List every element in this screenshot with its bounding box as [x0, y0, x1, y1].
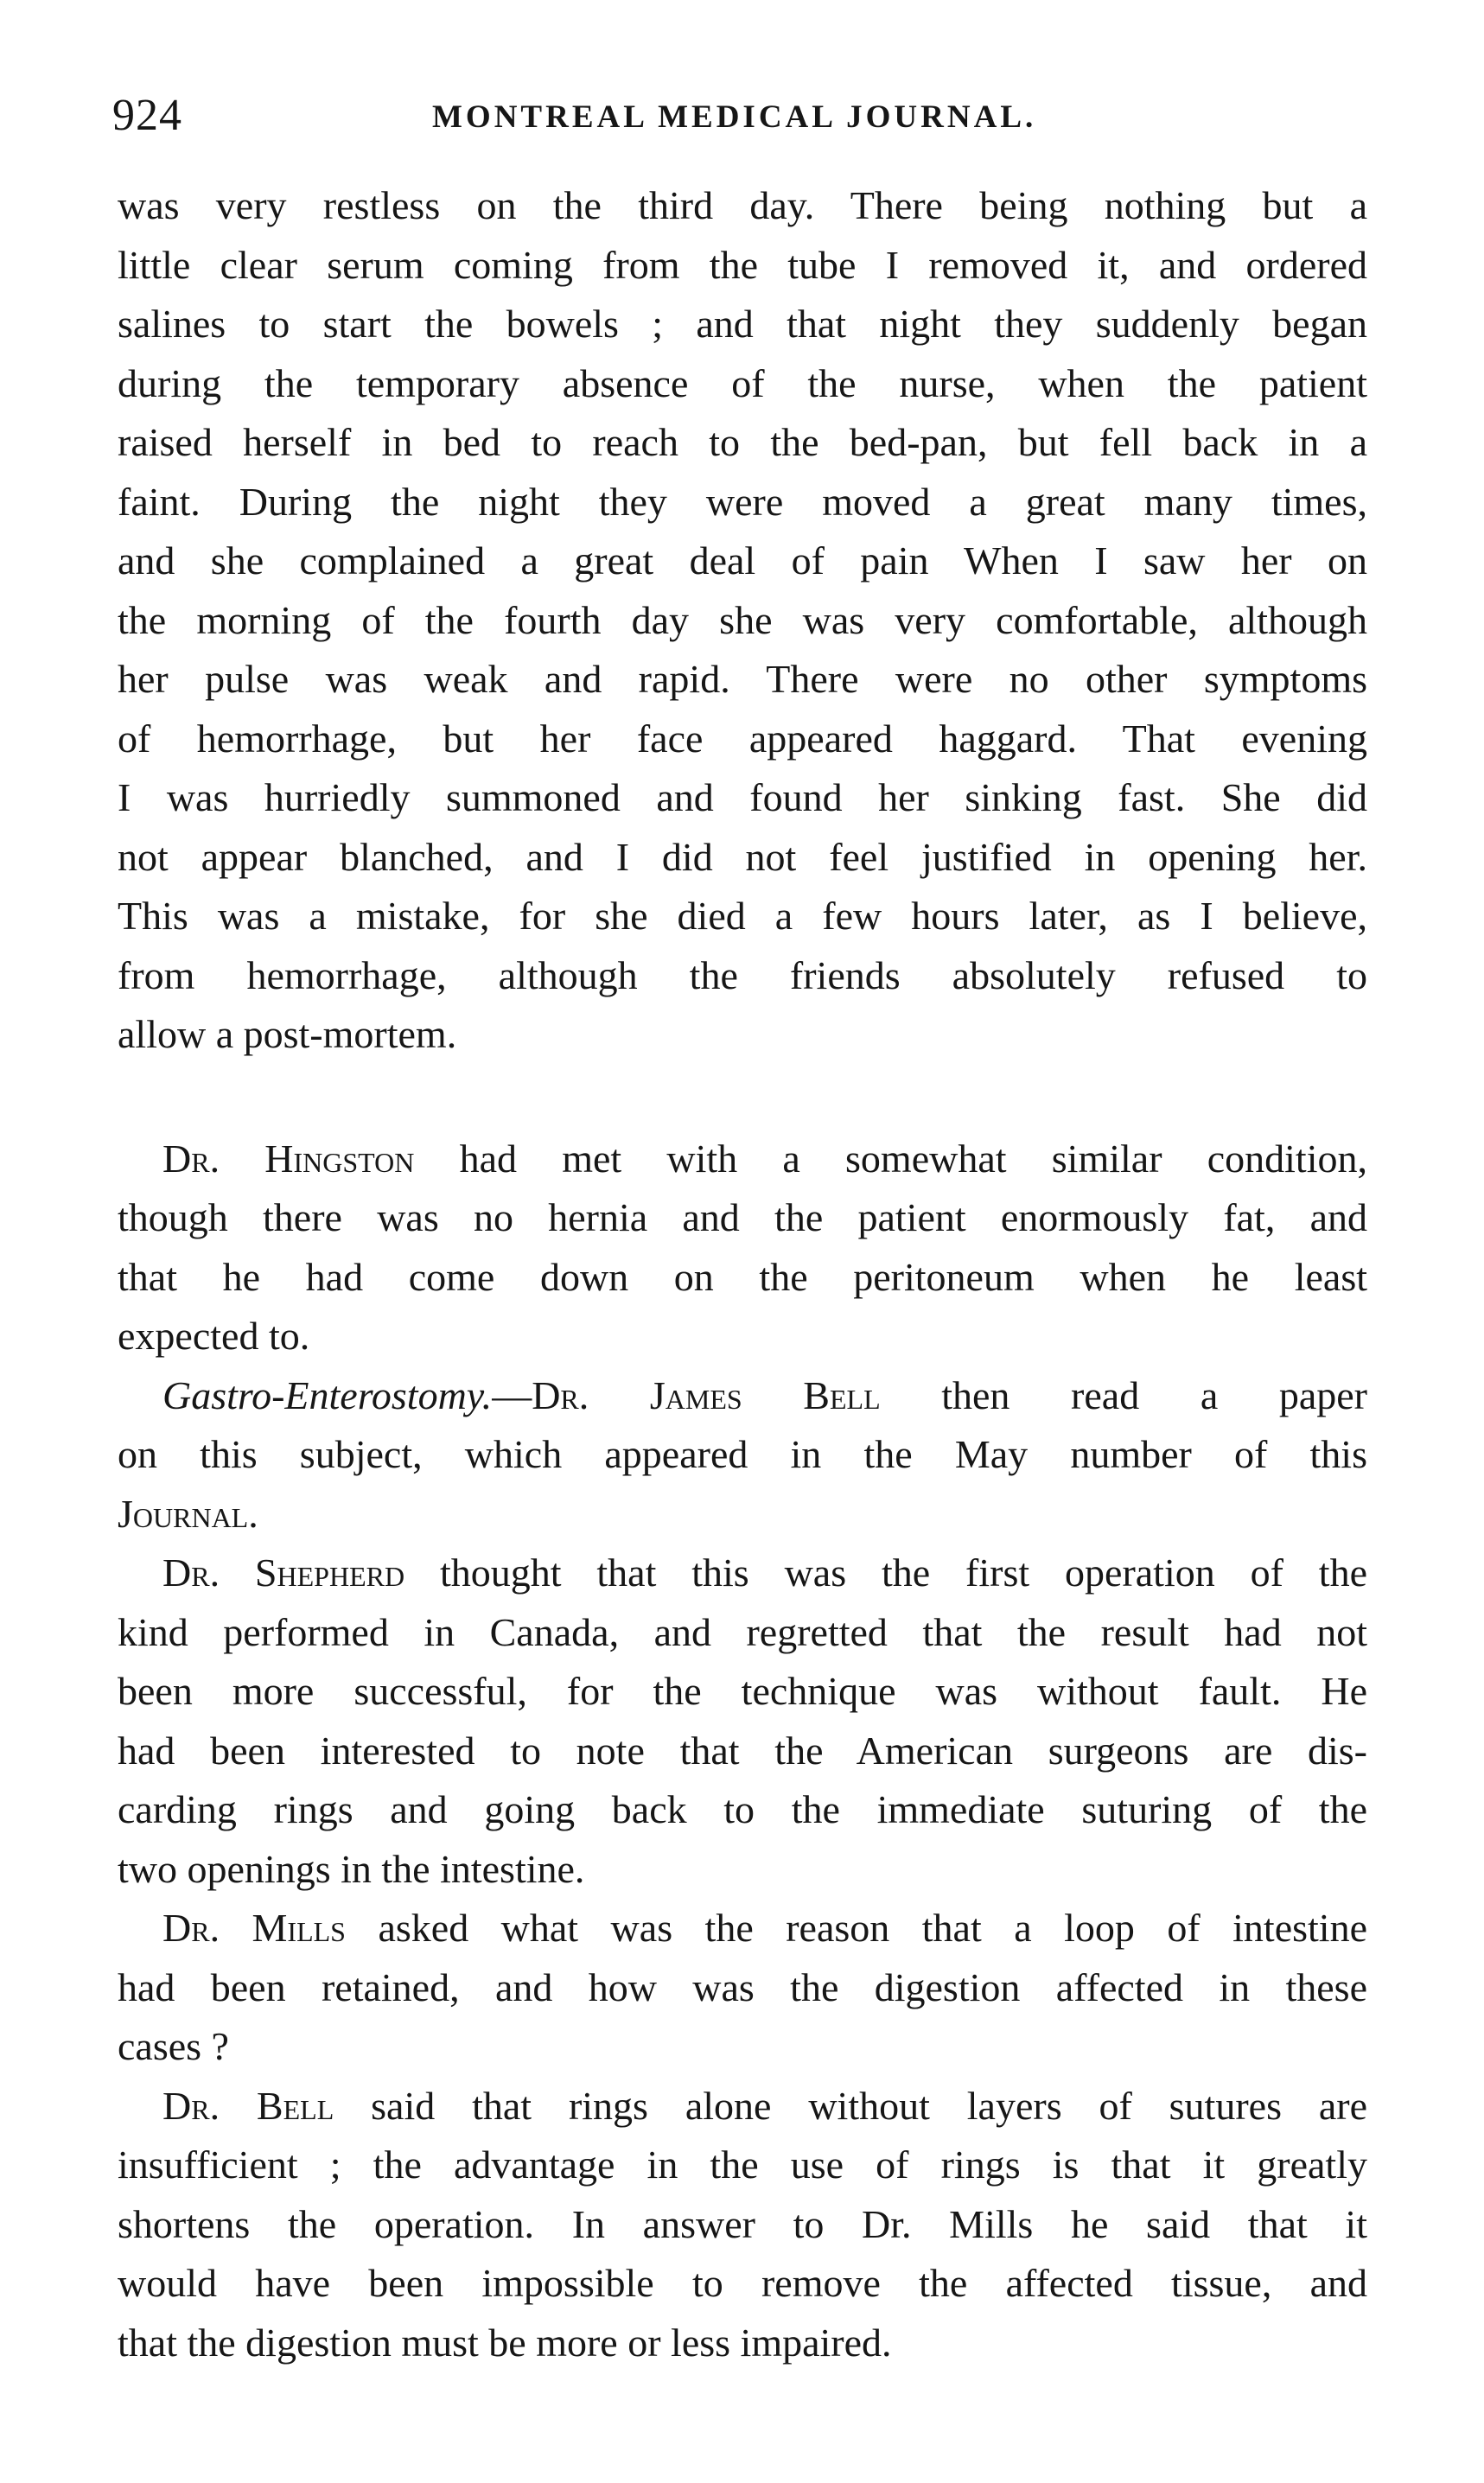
section-spacer — [118, 1065, 1367, 1130]
text-line: raised herself in bed to reach to the bed-pan, but fell back in a — [118, 420, 1367, 464]
text-fragment: asked what was the reason that a loop of intestine — [345, 1906, 1367, 1950]
text-line: This was a mistake, for she died a few hours later, as I believe, — [118, 894, 1367, 938]
paragraph-shepherd — [118, 1544, 1367, 1899]
text-line: not appear blanched, and I did not feel justified in opening her. — [118, 834, 1367, 879]
text-line: had been retained, and how was the digestion affected in these — [118, 1964, 1367, 2009]
speaker-name: Dr. Mills — [162, 1906, 346, 1950]
topic-heading: Gastro-Enterostomy. — [162, 1372, 493, 1417]
text-line: though there was no hernia and the patient enormously fat, and — [118, 1195, 1367, 1239]
text-line: during the temporary absence of the nurse, when the patient — [118, 360, 1367, 405]
speaker-name: Dr. James Bell — [532, 1372, 881, 1417]
text-line: I was hurriedly summoned and found her sinking fast. She did — [118, 775, 1367, 819]
text-line: Journal. — [118, 1491, 258, 1536]
em-dash: — — [492, 1372, 532, 1417]
text-fragment: then read a paper — [880, 1372, 1368, 1417]
speaker-name: Dr. Hingston — [162, 1136, 415, 1181]
text-line — [118, 1130, 1367, 1189]
text-line — [118, 2077, 1367, 2136]
running-title: MONTREAL MEDICAL JOURNAL. — [432, 99, 1037, 135]
text-line: from hemorrhage, although the friends absolutely refused to — [118, 952, 1367, 997]
text-line: had been interested to note that the American surgeons are dis- — [118, 1728, 1367, 1773]
text-line: and she complained a great deal of pain When I saw her on — [118, 538, 1367, 583]
text-line: was very restless on the third day. There being nothing but a — [118, 183, 1367, 227]
text-fragment: thought that this was the first operation of the — [404, 1550, 1368, 1595]
text-line: expected to. — [118, 1314, 310, 1358]
text-fragment: said that rings alone without layers of sutures are — [334, 2083, 1368, 2128]
text-line — [118, 1366, 1367, 1426]
text-line: little clear serum coming from the tube I removed it, and ordered — [118, 242, 1367, 287]
text-line: would have been impossible to remove the affected tissue, and — [118, 2261, 1367, 2305]
text-line: kind performed in Canada, and regretted that the result had not — [118, 1609, 1367, 1654]
text-line: cases ? — [118, 2024, 229, 2068]
text-line: been more successful, for the technique was without fault. He — [118, 1669, 1367, 1713]
text-line: insufficient ; the advantage in the use of rings is that it greatly — [118, 2142, 1367, 2187]
page-number: 924 — [112, 91, 182, 140]
text-line: the morning of the fourth day she was very comfortable, although — [118, 597, 1367, 642]
text-line: shortens the operation. In answer to Dr. Mills he said that it — [118, 2201, 1367, 2246]
text-line: carding rings and going back to the immediate suturing of the — [118, 1787, 1367, 1831]
speaker-name: Dr. Bell — [162, 2083, 334, 2128]
text-line: on this subject, which appeared in the May number of this — [118, 1432, 1367, 1476]
paragraph-gastro-enterostomy — [118, 1366, 1367, 1544]
paragraph-bell — [118, 2077, 1367, 2373]
text-fragment: had met with a somewhat similar condition, — [414, 1136, 1367, 1181]
text-line: her pulse was weak and rapid. There were no other symptoms — [118, 657, 1367, 701]
paragraph-mills — [118, 1899, 1367, 2077]
text-line: that he had come down on the peritoneum when he least — [118, 1254, 1367, 1299]
text-line: faint. During the night they were moved a great many times, — [118, 479, 1367, 524]
text-line: of hemorrhage, but her face appeared haggard. That evening — [118, 716, 1367, 761]
text-line — [118, 1544, 1367, 1603]
paragraph-hingston — [118, 1130, 1367, 1366]
text-line — [118, 1899, 1367, 1958]
paragraph-case-report — [118, 176, 1367, 1065]
speaker-name: Dr. Shepherd — [162, 1550, 405, 1595]
text-line: two openings in the intestine. — [118, 1846, 585, 1891]
text-line: allow a post-mortem. — [118, 1012, 457, 1056]
page-header — [112, 90, 1357, 142]
text-line: that the digestion must be more or less impaired. — [118, 2320, 892, 2365]
text-line: salines to start the bowels ; and that night they suddenly began — [118, 302, 1367, 346]
article-body — [118, 176, 1367, 2372]
